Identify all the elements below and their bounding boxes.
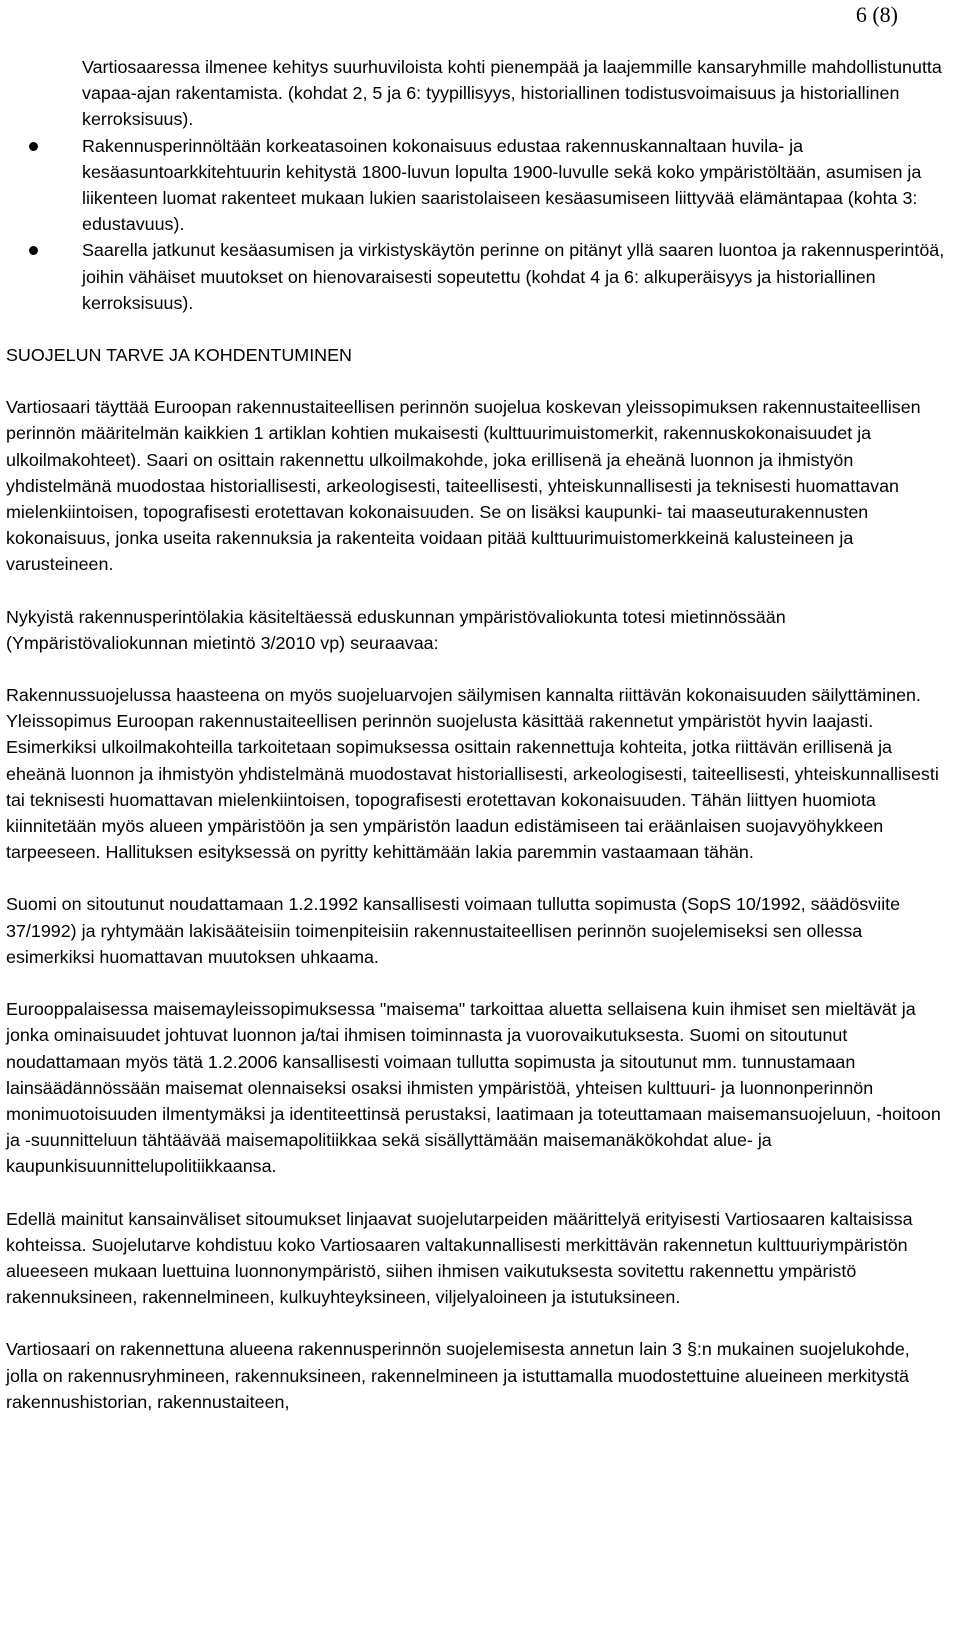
bullet-icon <box>29 246 38 255</box>
list-item <box>6 133 946 238</box>
section-heading: SUOJELUN TARVE JA KOHDENTUMINEN <box>6 345 352 366</box>
list-item-text: Rakennusperinnöltään korkeatasoinen kokonaisuus edustaa rakennuskannaltaan huvila- ja kesäasuntoarkkitehtuurin kehitystä 1800-luvun lopulta 1900-luvulle sekä koko ympäristöltään, asumisen ja liikenteen luomat rakenteet mukaan lukien saaristolaiseen kesäasumiseen liittyvää elämäntapaa (kohta 3: edustavuus). <box>82 135 922 235</box>
document-body <box>6 54 946 1441</box>
list-item <box>6 237 946 316</box>
bullet-icon <box>29 142 38 151</box>
paragraph: Edellä mainitut kansainväliset sitoumukset linjaavat suojelutarpeiden määrittelyä erityisesti Vartiosaaren kaltaisissa kohteissa. Suojelutarve kohdistuu koko Vartiosaaren valtakunnallisesti merkittävän rakennetun kulttuuriympäristön alueeseen mukaan luettuina luonnonympäristö, siihen ihmisen vaikutuksesta sovitettu rakennettu ympäristö rakennuksineen, rakennelmineen, kulkuyhteyksineen, viljelyaloineen ja istutuksineen. <box>6 1208 913 1308</box>
paragraph: Suomi on sitoutunut noudattamaan 1.2.1992 kansallisesti voimaan tullutta sopimusta (SopS 10/1992, säädösviite 37/1992) ja ryhtymään lakisääteisiin toimenpiteisiin rakennustaiteellisen perinnön suojelemiseksi sen ollessa esimerkiksi huomattavan muutoksen uhkaama. <box>6 894 901 967</box>
paragraph: Nykyistä rakennusperintölakia käsiteltäessä eduskunnan ympäristövaliokunta totesi mietinnössään (Ympäristövaliokunnan mietintö 3/2010 vp) seuraavaa: <box>6 606 786 653</box>
paragraph: Eurooppalaisessa maisemayleissopimuksessa "maisema" tarkoittaa aluetta sellaisena kuin ihmiset sen mieltävät ja jonka ominaisuudet johtuvat luonnon ja/tai ihmisen toiminnasta ja vuorovaikutuksesta. Suomi on sitoutunut noudattamaan myös tätä 1.2.2006 kansallisesti voimaan tullutta sopimusta ja sitoutunut mm. tunnustamaan lainsäädännössään maisemat olennaiseksi osaksi ihmisten ympäristöä, yhteisen kulttuuri- ja luonnonperinnön monimuotoisuuden ilmentymäksi ja identiteettinsä perustaksi, laatimaan ja toteuttamaan maisemansuojeluun, -hoitoon ja -suunnitteluun tähtäävää maisemapolitiikkaa sekä sisällyttämään maisemanäkökohdat alue- ja kaupunkisuunnittelupolitiikkaansa. <box>6 999 941 1177</box>
page-number: 6 (8) <box>855 2 898 27</box>
paragraph: Rakennussuojelussa haasteena on myös suojeluarvojen säilymisen kannalta riittävän kokonaisuuden säilyttäminen. Yleissopimus Euroopan rakennustaiteellisen perinnön suojelusta käsittää rakennetut ympäristöt hyvin laajasti. Esimerkiksi ulkoilmakohteilla tarkoitetaan sopimuksessa osittain rakennettuja kohteita, jotka riittävän erillisenä ja eheänä luonnon ja ihmistyön yhdistelmänä muodostavat historiallisesti, arkeologisesti, taiteellisesti, yhteiskunnallisesti tai teknisesti huomattavan mielenkiintoisen, topografisesti erotettavan kokonaisuuden. Tähän liittyen huomiota kiinnitetään myös alueen ympäristöön ja sen ympäristön laadun edistämiseen tai eräänlaisen suojavyöhykkeen tarpeeseen. Hallituksen esityksessä on pyritty kehittämään lakia paremmin vastaamaan tähän. <box>6 685 939 863</box>
paragraph: Vartiosaari täyttää Euroopan rakennustaiteellisen perinnön suojelua koskevan yleissopimuksen rakennustaiteellisen perinnön määritelmän kaikkien 1 artiklan kohtien mukaisesti (kulttuurimuistomerkit, rakennuskokonaisuudet ja ulkoilmakohteet). Saari on osittain rakennettu ulkoilmakohde, joka erillisenä ja eheänä luonnon ja ihmistyön yhdistelmänä muodostaa historiallisesti, arkeologisesti, taiteellisesti, yhteiskunnallisesti ja teknisesti huomattavan mielenkiintoisen, topografisesti erotettavan kokonaisuuden. Se on lisäksi kaupunki- tai maaseuturakennusten kokonaisuus, jonka useita rakennuksia ja rakenteita voidaan pitää kulttuurimuistomerkkeinä kalusteineen ja varusteineen. <box>6 397 921 575</box>
criteria-list <box>6 133 946 316</box>
list-item-text: Saarella jatkunut kesäasumisen ja virkistyskäytön perinne on pitänyt yllä saaren luontoa ja rakennusperintöä, joihin vähäiset muutokset on hienovaraisesti sopeutettu (kohdat 4 ja 6: alkuperäisyys ja historiallinen kerroksisuus). <box>82 240 945 313</box>
paragraph: Vartiosaari on rakennettuna alueena rakennusperinnön suojelemisesta annetun lain 3 §:n mukainen suojelukohde, jolla on rakennusryhmineen, rakennuksineen, rakennelmineen ja istuttamalla muodostettuine alueineen merkitystä rakennushistorian, rakennustaiteen, <box>6 1339 910 1412</box>
intro-paragraph: Vartiosaaressa ilmenee kehitys suurhuviloista kohti pienempää ja laajemmille kansaryhmille mahdollistunutta vapaa-ajan rakentamista. (kohdat 2, 5 ja 6: tyypillisyys, historiallinen todistusvoimaisuus ja historiallinen kerroksisuus). <box>82 57 942 130</box>
